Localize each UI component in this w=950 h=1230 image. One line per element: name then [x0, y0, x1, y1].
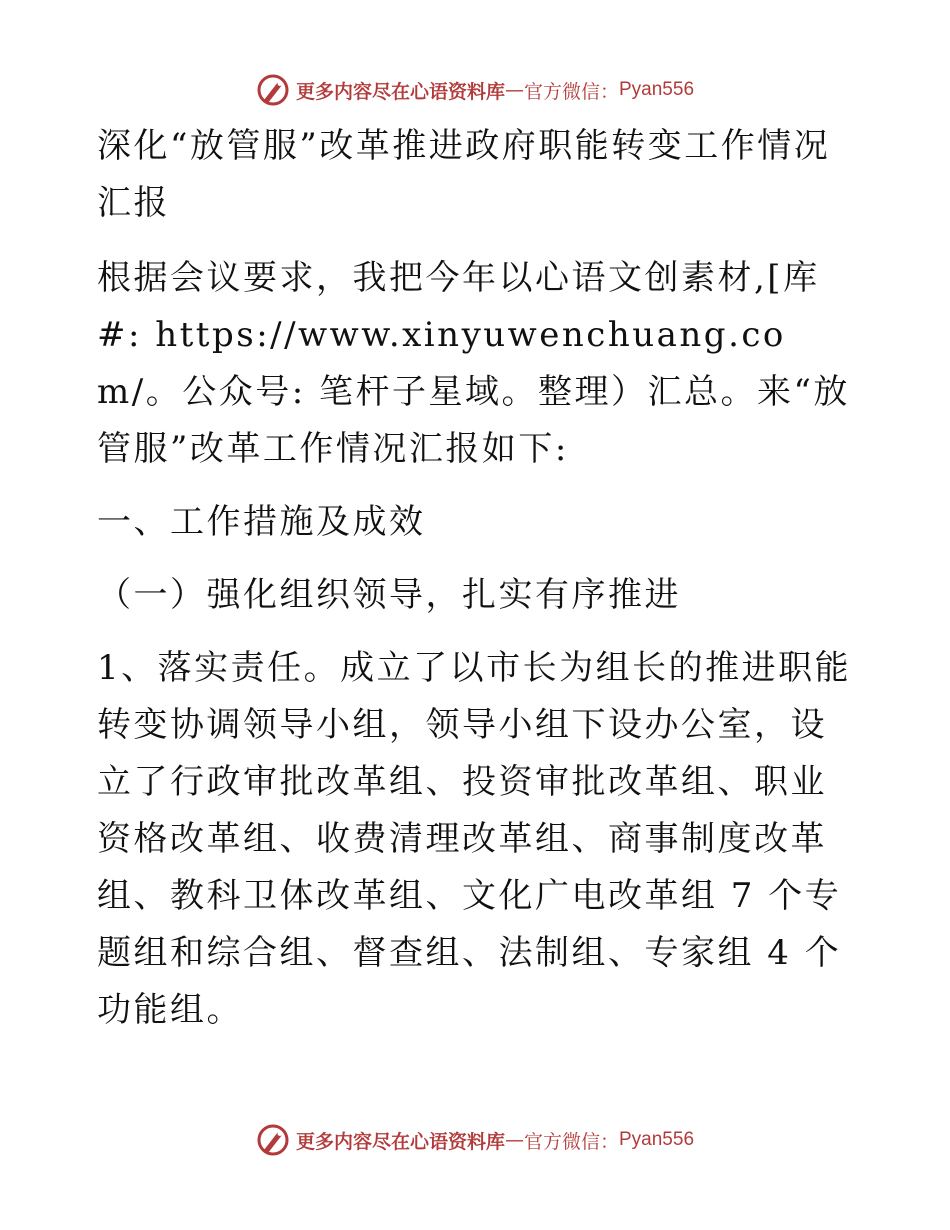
watermark-contact-label: 官方微信：	[523, 1130, 619, 1153]
pen-logo-icon	[256, 1123, 290, 1157]
header-watermark	[0, 70, 950, 110]
section-heading-1: 一、工作措施及成效	[97, 502, 426, 542]
document-body	[97, 118, 857, 1055]
document-title: 深化“放管服”改革推进政府职能转变工作情况汇报	[97, 126, 831, 223]
paragraph-item-1: 1、落实责任。成立了以市长为组长的推进职能转变协调领导小组，领导小组下设办公室，设立了行政审批改革组、投资审批改革组、职业资格改革组、收费清理改革组、商事制度改革组、教科卫体改革组、文化广电改革组 7 个专题组和综合组、督查组、法制组、专家组 4 个功能组。	[97, 648, 852, 1030]
watermark-contact-id: Pyan556	[619, 79, 695, 100]
watermark-main-text: 更多内容尽在心语资料库	[295, 80, 505, 103]
subsection-heading-1: （一）强化组织领导，扎实有序推进	[97, 575, 681, 615]
paragraph-intro: 根据会议要求，我把今年以心语文创素材,[库#: https://www.xinyuwenchuang.com/。公众号: 笔杆子星域。整理）汇总。来“放管服”改革工作情况汇报如下:	[97, 258, 850, 469]
watermark-separator: —	[504, 1129, 524, 1151]
watermark-contact-id: Pyan556	[619, 1129, 695, 1150]
watermark-separator: —	[504, 79, 524, 101]
watermark-main-text: 更多内容尽在心语资料库	[295, 1130, 505, 1153]
watermark-contact-label: 官方微信：	[523, 80, 619, 103]
pen-logo-icon	[256, 73, 290, 107]
footer-watermark	[0, 1120, 950, 1160]
